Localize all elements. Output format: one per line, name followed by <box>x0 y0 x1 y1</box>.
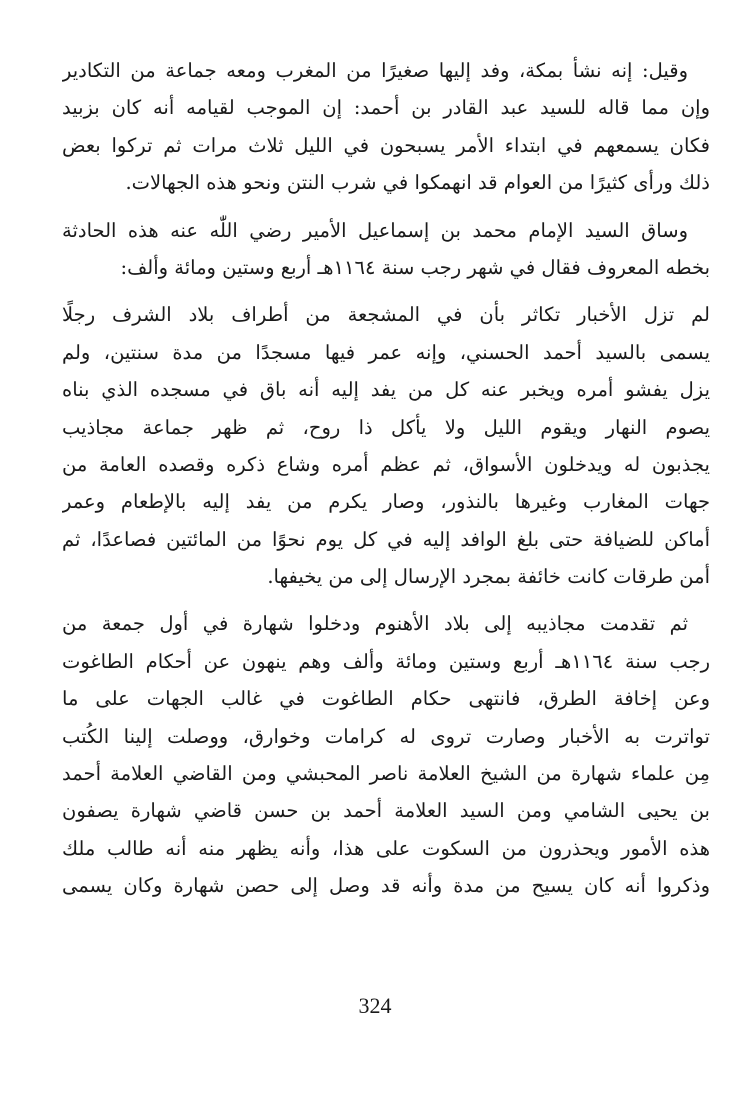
text-line: بن يحيى الشامي ومن السيد العلامة أحمد بن حسن قاضي شهارة يصفون <box>62 799 710 823</box>
text-line: فكان يسمعهم في ابتداء الأمر يسبحون في الليل ثلاث مرات ثم تركوا بعض <box>62 133 710 157</box>
text-line: يجذبون له ويدخلون الأسواق، ثم عظم أمره وشاع ذكره وقصده العامة من <box>62 452 710 476</box>
text-line: وساق السيد الإمام محمد بن إسماعيل الأمير رضي اللّٰه عنه هذه الحادثة <box>62 218 688 242</box>
page-body <box>62 52 710 905</box>
text-line: ذلك ورأى كثيرًا من العوام قد انهمكوا في شرب النتن ونحو هذه الجهالات. <box>125 171 710 195</box>
text-line: مِن علماء شهارة من الشيخ العلامة ناصر المحبشي ومن القاضي العلامة أحمد <box>62 762 710 786</box>
text-line: جهات المغارب وغيرها بالنذور، وصار يكرم من يفد إليه بالإطعام وعمر <box>62 490 710 514</box>
text-line: هذه الأمور ويحذرون من السكوت على هذا، وأنه يظهر منه أنه طالب ملك <box>62 836 710 860</box>
paragraph-1 <box>62 52 710 202</box>
text-line: أمن طرقات كانت خائفة بمجرد الإرسال إلى من يخيفها. <box>267 565 710 589</box>
text-line: وقيل: إنه نشأ بمكة، وفد إليها صغيرًا من المغرب ومعه جماعة من التكادير <box>62 59 688 82</box>
text-line: يسمى بالسيد أحمد الحسني، وإنه عمر فيها مسجدًا من مدة سنتين، ولم <box>62 340 710 364</box>
paragraph-2 <box>62 212 710 287</box>
text-line: يزل يفشو أمره ويخبر عنه كل من يفد إليه أنه باق في مسجده الذي بناه <box>62 378 710 402</box>
text-line: ثم تقدمت مجاذيبه إلى بلاد الأهنوم ودخلوا شهارة في أول جمعة من <box>62 612 688 636</box>
paragraph-3 <box>62 296 710 595</box>
paragraph-4 <box>62 605 710 904</box>
text-line: بخطه المعروف فقال في شهر رجب سنة ١١٦٤هـ أربع وستين ومائة وألف: <box>120 255 710 279</box>
text-line: لم تزل الأخبار تكاثر بأن في المشجعة من أطراف بلاد الشرف رجلًا <box>62 303 710 327</box>
text-line: وعن إخافة الطرق، فانتهى حكام الطاغوت في غالب الجهات على ما <box>62 687 710 711</box>
text-line: يصوم النهار ويقوم الليل ولا يأكل ذا روح، ثم ظهر جماعة مجاذيب <box>62 415 710 439</box>
page-number: 324 <box>358 993 392 1018</box>
text-line: رجب سنة ١١٦٤هـ أربع وستين ومائة وألف وهم ينهون عن أحكام الطاغوت <box>62 649 710 673</box>
text-line: وإن مما قاله للسيد عبد القادر بن أحمد: إن الموجب لقيامه أنه كان بزبيد <box>62 96 710 120</box>
text-line: تواترت به الأخبار وصارت تروى له كرامات وخوارق، ووصلت إلينا الكُتب <box>62 724 710 748</box>
text-line: وذكروا أنه كان يسيح من مدة وأنه قد وصل إلى حصن شهارة وكان يسمى <box>62 874 710 898</box>
text-line: أماكن للضيافة حتى بلغ الوافد إليه في كل يوم نحوًا من المائتين فصاعدًا، ثم <box>62 527 710 551</box>
